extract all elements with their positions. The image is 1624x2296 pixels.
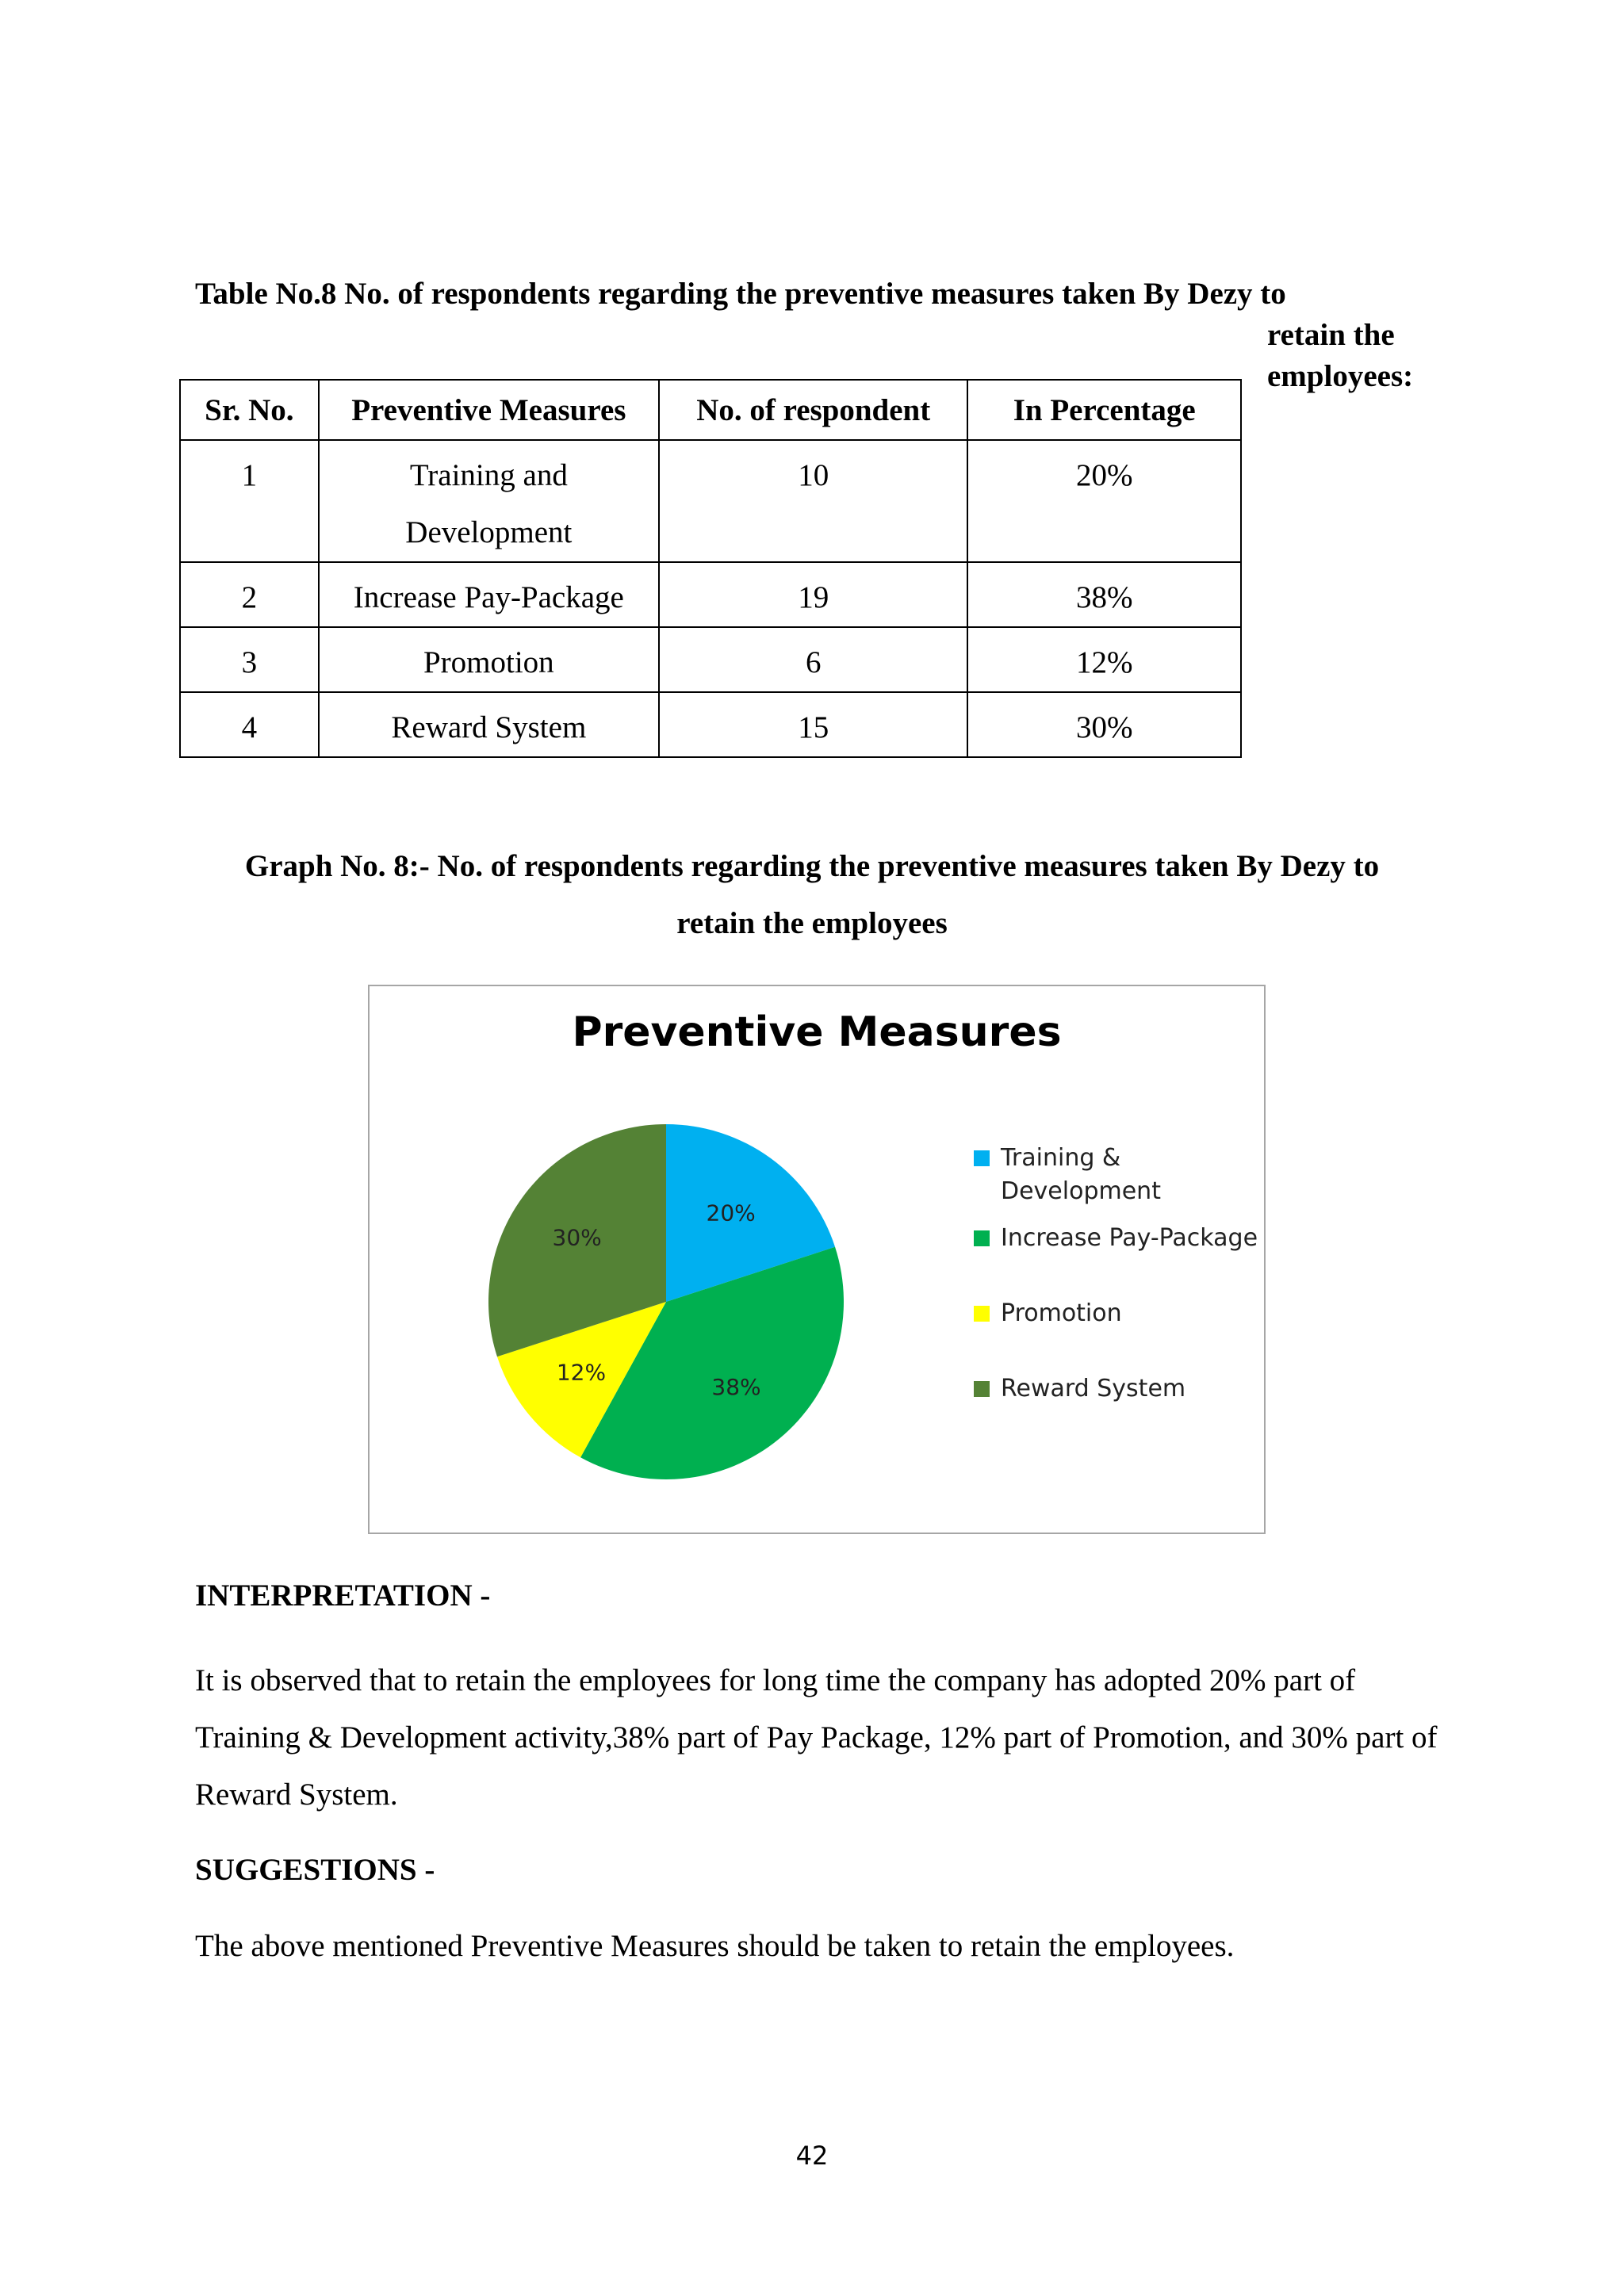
pie-label-reward: 30% bbox=[552, 1224, 602, 1251]
cell-percent: 12% bbox=[967, 627, 1241, 692]
legend-label-pay-package: Increase Pay-Package bbox=[1001, 1224, 1258, 1252]
graph-caption-line2: retain the employees bbox=[676, 906, 948, 940]
legend-swatch-pay-package bbox=[974, 1230, 990, 1246]
suggestions-heading: SUGGESTIONS - bbox=[195, 1853, 435, 1887]
cell-sr: 4 bbox=[180, 692, 319, 757]
chart-title: Preventive Measures bbox=[572, 1008, 1062, 1056]
cell-respondents: 19 bbox=[659, 562, 967, 627]
cell-respondents: 15 bbox=[659, 692, 967, 757]
legend-swatch-promotion bbox=[974, 1306, 990, 1322]
table-caption-line1: Table No.8 No. of respondents regarding the preventive measures taken By Dezy to bbox=[195, 277, 1286, 311]
header-preventive-measures: Preventive Measures bbox=[319, 380, 659, 440]
table-caption-line2: retain the bbox=[1267, 318, 1395, 352]
cell-percent: 38% bbox=[967, 562, 1241, 627]
interpretation-heading: INTERPRETATION - bbox=[195, 1578, 491, 1613]
pie-label-training: 20% bbox=[706, 1200, 756, 1226]
legend-label-training-line2: Development bbox=[1001, 1177, 1161, 1205]
legend-label-training bbox=[1001, 1142, 1161, 1208]
cell-measure-line2: Development bbox=[405, 515, 573, 549]
graph-caption-line1: Graph No. 8:- No. of respondents regarding the preventive measures taken By Dezy to bbox=[244, 849, 1380, 883]
cell-sr: 1 bbox=[180, 440, 319, 562]
cell-sr: 2 bbox=[180, 562, 319, 627]
table-caption-line3: employees: bbox=[1267, 359, 1414, 393]
cell-measure: Increase Pay-Package bbox=[319, 562, 659, 627]
interpretation-text: It is observed that to retain the employees for long time the company has adopted 20% part of Training & Development activity,38% part of Pay Package, 12% part of Promotion, and 30% part of Reward System. bbox=[195, 1663, 1438, 1812]
page-number: 42 bbox=[795, 2141, 829, 2171]
legend-swatch-training bbox=[974, 1150, 990, 1166]
pie-label-pay-package: 38% bbox=[711, 1374, 761, 1401]
header-sr-no: Sr. No. bbox=[180, 380, 319, 440]
cell-measure: Reward System bbox=[319, 692, 659, 757]
suggestions-text: The above mentioned Preventive Measures should be taken to retain the employees. bbox=[195, 1929, 1235, 1963]
legend-label-reward: Reward System bbox=[1001, 1375, 1186, 1402]
cell-respondents: 10 bbox=[659, 440, 967, 562]
cell-percent: 30% bbox=[967, 692, 1241, 757]
pie-label-promotion: 12% bbox=[556, 1359, 607, 1386]
cell-percent: 20% bbox=[967, 440, 1241, 562]
header-no-of-respondent: No. of respondent bbox=[659, 380, 967, 440]
cell-respondents: 6 bbox=[659, 627, 967, 692]
header-in-percentage: In Percentage bbox=[967, 380, 1241, 440]
cell-measure: Promotion bbox=[319, 627, 659, 692]
legend-swatch-reward bbox=[974, 1381, 990, 1397]
legend-label-promotion: Promotion bbox=[1001, 1299, 1122, 1327]
cell-sr: 3 bbox=[180, 627, 319, 692]
legend-label-training-line1: Training & bbox=[1001, 1144, 1121, 1172]
cell-measure-line1: Training and bbox=[409, 458, 568, 492]
